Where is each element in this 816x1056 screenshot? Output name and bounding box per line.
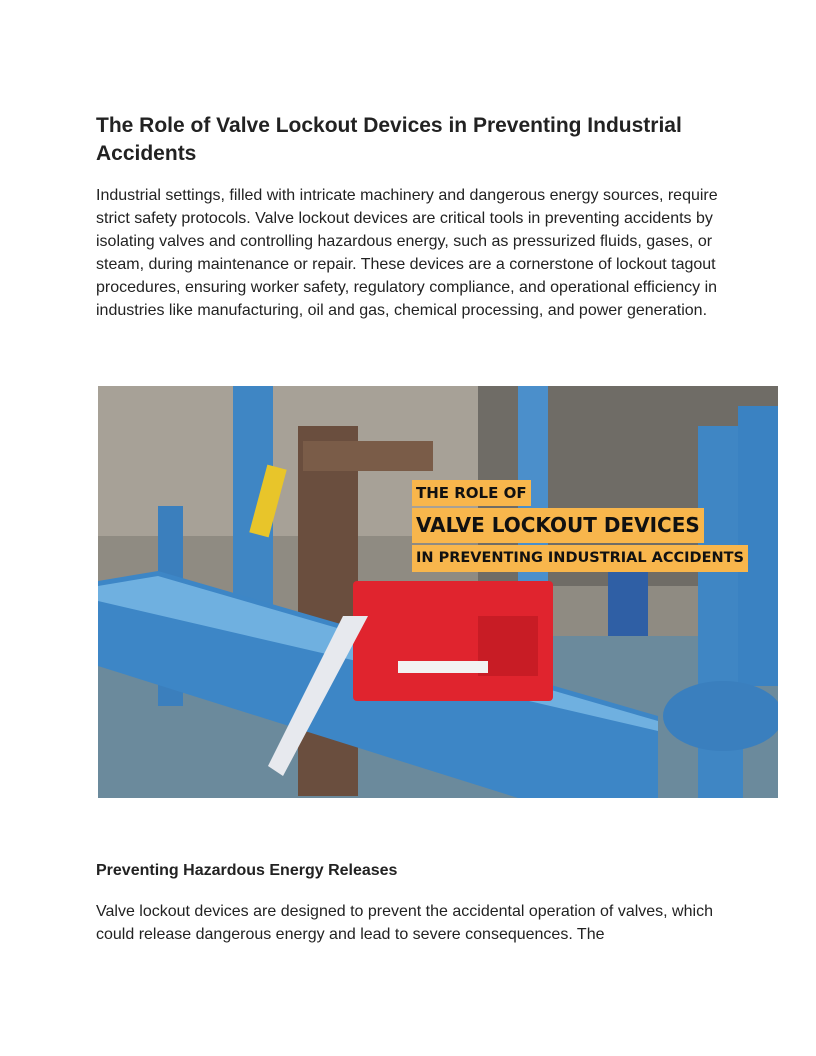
photo-illustration bbox=[98, 386, 778, 798]
image-caption-line-1: THE ROLE OF bbox=[412, 480, 531, 506]
section-heading: Preventing Hazardous Energy Releases bbox=[96, 862, 398, 879]
intro-paragraph: Industrial settings, filled with intricate machinery and dangerous energy sources, require strict safety protocols. Valve lockout devices are critical tools in preventing accidents by isolating valves and controlling hazardous energy, such as pressurized fluids, gases, or steam, during maintenance or repair. These devices are a cornerstone of lockout tagout procedures, ensuring worker safety, regulatory compliance, and operational efficiency in industries like manufacturing, oil and gas, chemical processing, and power generation. bbox=[96, 187, 718, 319]
valve-lockout-photo bbox=[98, 386, 778, 798]
section-paragraph: Valve lockout devices are designed to prevent the accidental operation of valves, which could release dangerous energy and lead to severe consequences. The bbox=[96, 903, 713, 943]
image-caption-line-2: VALVE LOCKOUT DEVICES bbox=[412, 508, 704, 543]
page-title: The Role of Valve Lockout Devices in Preventing Industrial Accidents bbox=[96, 114, 682, 165]
image-caption-line-3: IN PREVENTING INDUSTRIAL ACCIDENTS bbox=[412, 545, 748, 572]
